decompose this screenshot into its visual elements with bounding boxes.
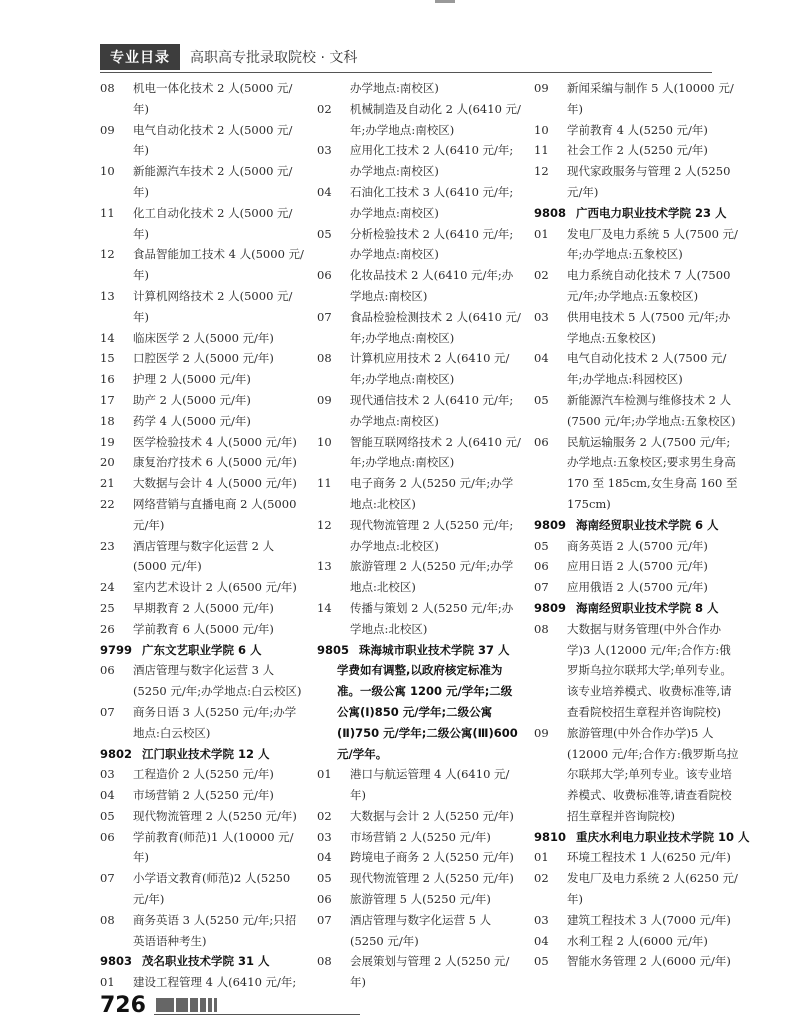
program-number: 24 <box>100 580 115 595</box>
school-name: 重庆水利电力职业技术学院 10 人 <box>576 829 750 844</box>
program-number: 14 <box>317 600 332 615</box>
program-number: 25 <box>100 600 115 615</box>
school-heading <box>534 515 740 536</box>
program-number: 20 <box>100 455 115 470</box>
program-number: 06 <box>100 829 115 844</box>
program-number: 01 <box>534 226 549 241</box>
program-text: 大数据与会计 4 人(5000 元/年) <box>133 476 297 491</box>
program-entry <box>317 224 522 266</box>
program-number: 19 <box>100 434 115 449</box>
program-entry <box>317 868 522 889</box>
program-text: 发电厂及电力系统 5 人(7500 元/年;办学地点:五象校区) <box>567 226 738 262</box>
program-text: 旅游管理(中外合作办学)5 人(12000 元/年;合作方:俄罗斯乌拉尔联邦大学;单列专业。该专业培养模式、收费标准等,请查看院校招生章程并咨询院校) <box>567 725 739 823</box>
program-text: 港口与航运管理 4 人(6410 元/年) <box>350 767 510 803</box>
program-text: 早期教育 2 人(5000 元/年) <box>133 600 274 615</box>
scan-mark <box>435 0 455 3</box>
program-number: 06 <box>100 663 115 678</box>
program-number: 07 <box>534 580 549 595</box>
program-entry <box>100 203 305 245</box>
program-entry <box>534 140 740 161</box>
school-heading <box>100 744 305 765</box>
program-text: 食品智能加工技术 4 人(5000 元/年) <box>133 247 304 283</box>
program-entry <box>317 598 522 640</box>
program-entry <box>534 120 740 141</box>
program-entry <box>100 619 305 640</box>
program-entry <box>100 120 305 162</box>
school-code: 9803 <box>100 954 133 969</box>
program-text: 水利工程 2 人(6000 元/年) <box>567 933 708 948</box>
page-number: 726 <box>100 992 146 1018</box>
program-entry <box>317 847 522 868</box>
program-entry <box>100 702 305 744</box>
program-text: 机电一体化技术 2 人(5000 元/年) <box>133 81 293 116</box>
program-entry <box>534 577 740 598</box>
school-heading <box>534 598 740 619</box>
program-number: 04 <box>534 933 549 948</box>
program-number: 02 <box>534 268 549 283</box>
program-text: 酒店管理与数字化运营 2 人(5000 元/年) <box>133 538 275 574</box>
program-text: 化工自动化技术 2 人(5000 元/年) <box>133 205 293 241</box>
program-number: 06 <box>534 559 549 574</box>
program-entry <box>317 764 522 806</box>
program-text: 社会工作 2 人(5250 元/年) <box>567 143 708 158</box>
footer-rule <box>154 1014 360 1015</box>
program-text: 建筑工程技术 3 人(7000 元/年) <box>567 912 731 927</box>
school-name: 海南经贸职业技术学院 8 人 <box>576 600 719 615</box>
program-number: 12 <box>100 247 115 262</box>
program-number: 05 <box>534 538 549 553</box>
program-entry <box>317 910 522 952</box>
school-name: 江门职业技术学院 12 人 <box>142 746 270 761</box>
program-number: 07 <box>317 309 332 324</box>
program-entry <box>100 806 305 827</box>
program-number: 03 <box>317 143 332 158</box>
program-entry <box>100 432 305 453</box>
program-entry <box>317 951 522 993</box>
program-entry <box>534 161 740 203</box>
header-rule <box>100 72 712 73</box>
program-entry <box>534 348 740 390</box>
program-number: 03 <box>317 829 332 844</box>
program-text: 机械制造及自动化 2 人(6410 元/年;办学地点:南校区) <box>350 101 521 137</box>
program-number: 16 <box>100 372 115 387</box>
program-text: 新能源汽车检测与维修技术 2 人(7500 元/年;办学地点:五象校区) <box>567 392 736 428</box>
school-name: 海南经贸职业技术学院 6 人 <box>576 517 719 532</box>
school-heading <box>100 951 305 972</box>
program-entry <box>317 348 522 390</box>
program-text: 助产 2 人(5000 元/年) <box>133 392 251 407</box>
program-text: 康复治疗技术 6 人(5000 元/年) <box>133 455 297 470</box>
program-number: 06 <box>534 434 549 449</box>
program-entry <box>317 827 522 848</box>
program-number: 09 <box>534 725 549 740</box>
program-text: 分析检验技术 2 人(6410 元/年;办学地点:南校区) <box>350 226 514 262</box>
program-entry <box>100 660 305 702</box>
program-entry <box>100 577 305 598</box>
program-number: 10 <box>317 434 332 449</box>
program-entry <box>317 889 522 910</box>
program-number: 07 <box>100 704 115 719</box>
program-number: 03 <box>100 767 115 782</box>
program-number: 05 <box>100 808 115 823</box>
catalog-columns <box>100 78 750 990</box>
program-text: 大数据与会计 2 人(5250 元/年) <box>350 808 514 823</box>
program-number: 02 <box>317 101 332 116</box>
program-text: 护理 2 人(5000 元/年) <box>133 372 251 387</box>
program-entry <box>317 556 522 598</box>
program-entry <box>534 951 740 972</box>
program-number: 11 <box>534 143 549 158</box>
program-number: 14 <box>100 330 115 345</box>
program-number: 08 <box>100 912 115 927</box>
program-number: 15 <box>100 351 115 366</box>
program-text: 民航运输服务 2 人(7500 元/年;办学地点:五象校区;要求男生身高 170 至 185cm,女生身高 160 至 175cm) <box>567 434 738 511</box>
program-number: 23 <box>100 538 115 553</box>
program-number: 18 <box>100 413 115 428</box>
program-text: 计算机网络技术 2 人(5000 元/年) <box>133 288 293 324</box>
program-entry <box>317 265 522 307</box>
program-entry <box>100 78 305 120</box>
program-text: 药学 4 人(5000 元/年) <box>133 413 251 428</box>
school-note: 学费如有调整,以政府核定标准为准。一级公寓 1200 元/学年;二级公寓(Ⅰ)850 元/学年;二级公寓(Ⅱ)750 元/学年;二级公寓(Ⅲ)600 元/学年。 <box>337 663 518 761</box>
program-number: 04 <box>100 788 115 803</box>
program-entry <box>100 161 305 203</box>
program-number: 05 <box>534 392 549 407</box>
program-text: 现代通信技术 2 人(6410 元/年;办学地点:南校区) <box>350 392 514 428</box>
program-text: 学前教育(师范)1 人(10000 元/年) <box>133 829 294 865</box>
program-number: 12 <box>317 517 332 532</box>
program-number: 02 <box>534 871 549 886</box>
program-entry <box>100 827 305 869</box>
program-number: 11 <box>100 205 115 220</box>
program-text: 供用电技术 5 人(7500 元/年;办学地点:五象校区) <box>567 309 731 345</box>
program-number: 08 <box>100 81 115 95</box>
column-3 <box>534 78 750 978</box>
column-2 <box>317 78 522 990</box>
program-text: 临床医学 2 人(5000 元/年) <box>133 330 274 345</box>
program-number: 04 <box>317 184 332 199</box>
program-text: 商务英语 3 人(5250 元/年;只招英语语种考生) <box>133 912 297 948</box>
program-entry <box>100 286 305 328</box>
program-number: 26 <box>100 621 115 636</box>
school-code: 9802 <box>100 746 133 761</box>
program-text: 酒店管理与数字化运营 3 人(5250 元/年;办学地点:白云校区) <box>133 663 302 699</box>
program-number: 05 <box>317 226 332 241</box>
program-text: 网络营销与直播电商 2 人(5000 元/年) <box>133 496 297 532</box>
program-text: 环境工程技术 1 人(6250 元/年) <box>567 850 731 865</box>
program-text: 会展策划与管理 2 人(5250 元/年) <box>350 954 510 990</box>
program-entry <box>317 390 522 432</box>
program-entry <box>534 868 740 910</box>
program-text: 现代家政服务与管理 2 人(5250 元/年) <box>567 164 731 199</box>
program-number: 03 <box>534 912 549 927</box>
program-number: 08 <box>534 621 549 636</box>
program-entry <box>534 931 740 952</box>
section-label: 专业目录 <box>100 44 180 70</box>
program-number: 06 <box>317 268 332 283</box>
program-entry <box>317 307 522 349</box>
program-number: 01 <box>317 767 332 782</box>
school-code: 9808 <box>534 205 567 220</box>
school-heading <box>534 203 740 224</box>
program-entry <box>100 348 305 369</box>
program-text: 新能源汽车技术 2 人(5000 元/年) <box>133 164 293 199</box>
program-text: 医学检验技术 4 人(5000 元/年) <box>133 434 297 449</box>
column-1 <box>100 78 305 990</box>
program-number: 02 <box>317 808 332 823</box>
program-entry <box>100 785 305 806</box>
school-code: 9809 <box>534 600 567 615</box>
program-number: 09 <box>317 392 332 407</box>
program-text: 应用日语 2 人(5700 元/年) <box>567 559 708 574</box>
program-entry <box>100 494 305 536</box>
program-number: 09 <box>100 122 115 137</box>
program-text: 应用化工技术 2 人(6410 元/年;办学地点:南校区) <box>350 143 514 179</box>
program-text: 学前教育 4 人(5250 元/年) <box>567 122 708 137</box>
program-number: 04 <box>317 850 332 865</box>
program-entry <box>317 182 522 224</box>
program-entry <box>100 369 305 390</box>
program-text: 应用俄语 2 人(5700 元/年) <box>567 580 708 595</box>
school-name: 茂名职业技术学院 31 人 <box>142 954 270 969</box>
program-entry <box>317 432 522 474</box>
program-entry <box>534 910 740 931</box>
program-text: 酒店管理与数字化运营 5 人(5250 元/年) <box>350 912 492 948</box>
program-entry <box>317 515 522 557</box>
program-entry <box>100 868 305 910</box>
program-text: 市场营销 2 人(5250 元/年) <box>133 788 274 803</box>
school-name: 广西电力职业技术学院 23 人 <box>576 205 727 220</box>
program-number: 21 <box>100 476 115 491</box>
program-text: 电子商务 2 人(5250 元/年;办学地点:北校区) <box>350 476 514 511</box>
program-number: 09 <box>534 81 549 95</box>
program-number: 11 <box>317 476 332 491</box>
program-number: 13 <box>317 559 332 574</box>
program-text: 现代物流管理 2 人(5250 元/年;办学地点:北校区) <box>350 517 514 553</box>
program-text: 食品检验检测技术 2 人(6410 元/年;办学地点:南校区) <box>350 309 521 345</box>
program-number: 08 <box>317 954 332 969</box>
program-continuation: 办学地点:南校区) <box>350 81 439 95</box>
program-entry <box>100 598 305 619</box>
program-text: 室内艺术设计 2 人(6500 元/年) <box>133 580 297 595</box>
program-number: 13 <box>100 288 115 303</box>
school-heading <box>317 640 522 661</box>
program-number: 04 <box>534 351 549 366</box>
program-entry <box>534 536 740 557</box>
program-entry <box>534 723 740 827</box>
program-entry <box>534 847 740 868</box>
school-name: 珠海城市职业技术学院 37 人 <box>359 642 510 657</box>
school-heading <box>100 640 305 661</box>
program-entry <box>534 432 740 515</box>
program-number: 07 <box>317 912 332 927</box>
program-entry <box>100 910 305 952</box>
program-text: 工程造价 2 人(5250 元/年) <box>133 767 274 782</box>
program-number: 17 <box>100 392 115 407</box>
program-number: 05 <box>317 871 332 886</box>
program-text: 发电厂及电力系统 2 人(6250 元/年) <box>567 871 738 907</box>
program-text: 新闻采编与制作 5 人(10000 元/年) <box>567 81 734 116</box>
program-entry <box>534 78 740 120</box>
program-entry <box>100 390 305 411</box>
program-text: 电力系统自动化技术 7 人(7500 元/年;办学地点:五象校区) <box>567 268 731 303</box>
program-text: 商务英语 2 人(5700 元/年) <box>567 538 708 553</box>
program-text: 化妆品技术 2 人(6410 元/年;办学地点:南校区) <box>350 268 514 303</box>
program-text: 大数据与财务管理(中外合作办学)3 人(12000 元/年;合作方:俄罗斯乌拉尔联邦大学;单列专业。该专业培养模式、收费标准等,请查看院校招生章程并咨询院校) <box>567 621 732 719</box>
program-number: 01 <box>100 975 115 990</box>
section-subtitle: 高职高专批录取院校 · 文科 <box>190 50 358 66</box>
program-text: 电气自动化技术 2 人(5000 元/年) <box>133 122 293 158</box>
program-text: 跨境电子商务 2 人(5250 元/年) <box>350 850 514 865</box>
program-number: 22 <box>100 496 115 511</box>
school-code: 9805 <box>317 642 350 657</box>
program-number: 12 <box>534 164 549 179</box>
program-entry <box>534 619 740 723</box>
program-entry <box>100 452 305 473</box>
school-heading <box>534 827 750 848</box>
program-entry <box>100 411 305 432</box>
program-text: 现代物流管理 2 人(5250 元/年) <box>133 808 297 823</box>
program-text: 电气自动化技术 2 人(7500 元/年;办学地点:科园校区) <box>567 351 727 387</box>
program-entry <box>317 140 522 182</box>
program-text: 口腔医学 2 人(5000 元/年) <box>133 351 274 366</box>
program-text: 商务日语 3 人(5250 元/年;办学地点:白云校区) <box>133 704 297 740</box>
program-entry <box>534 265 740 307</box>
program-entry <box>317 473 522 515</box>
program-entry <box>317 99 522 141</box>
school-name: 广东文艺职业学院 6 人 <box>142 642 262 657</box>
program-text: 传播与策划 2 人(5250 元/年;办学地点:北校区) <box>350 600 514 636</box>
program-entry <box>534 390 740 432</box>
program-text: 建设工程管理 4 人(6410 元/年; <box>133 975 297 990</box>
program-entry <box>534 224 740 266</box>
program-number: 05 <box>534 954 549 969</box>
program-text: 学前教育 6 人(5000 元/年) <box>133 621 274 636</box>
program-number: 10 <box>534 122 549 137</box>
program-number: 08 <box>317 351 332 366</box>
program-entry <box>534 307 740 349</box>
program-text: 现代物流管理 2 人(5250 元/年) <box>350 871 514 886</box>
program-text: 旅游管理 5 人(5250 元/年) <box>350 892 491 907</box>
program-number: 06 <box>317 892 332 907</box>
program-text: 石油化工技术 3 人(6410 元/年;办学地点:南校区) <box>350 184 514 220</box>
school-code: 9809 <box>534 517 567 532</box>
program-entry <box>100 764 305 785</box>
program-entry <box>100 244 305 286</box>
program-entry <box>100 536 305 578</box>
page-header <box>100 44 712 70</box>
program-entry <box>317 806 522 827</box>
footer-decoration <box>156 998 217 1012</box>
program-number: 03 <box>534 309 549 324</box>
program-text: 小学语文教育(师范)2 人(5250 元/年) <box>133 871 291 907</box>
program-text: 旅游管理 2 人(5250 元/年;办学地点:北校区) <box>350 559 514 595</box>
program-text: 市场营销 2 人(5250 元/年) <box>350 829 491 844</box>
program-entry <box>100 328 305 349</box>
program-text: 智能水务管理 2 人(6000 元/年) <box>567 954 731 969</box>
program-number: 07 <box>100 871 115 886</box>
program-entry <box>534 556 740 577</box>
page-footer <box>100 990 360 1020</box>
school-code: 9810 <box>534 829 567 844</box>
program-number: 01 <box>534 850 549 865</box>
program-number: 10 <box>100 164 115 179</box>
school-code: 9799 <box>100 642 133 657</box>
program-text: 智能互联网络技术 2 人(6410 元/年;办学地点:南校区) <box>350 434 521 470</box>
program-text: 计算机应用技术 2 人(6410 元/年;办学地点:南校区) <box>350 351 510 387</box>
program-entry <box>100 473 305 494</box>
